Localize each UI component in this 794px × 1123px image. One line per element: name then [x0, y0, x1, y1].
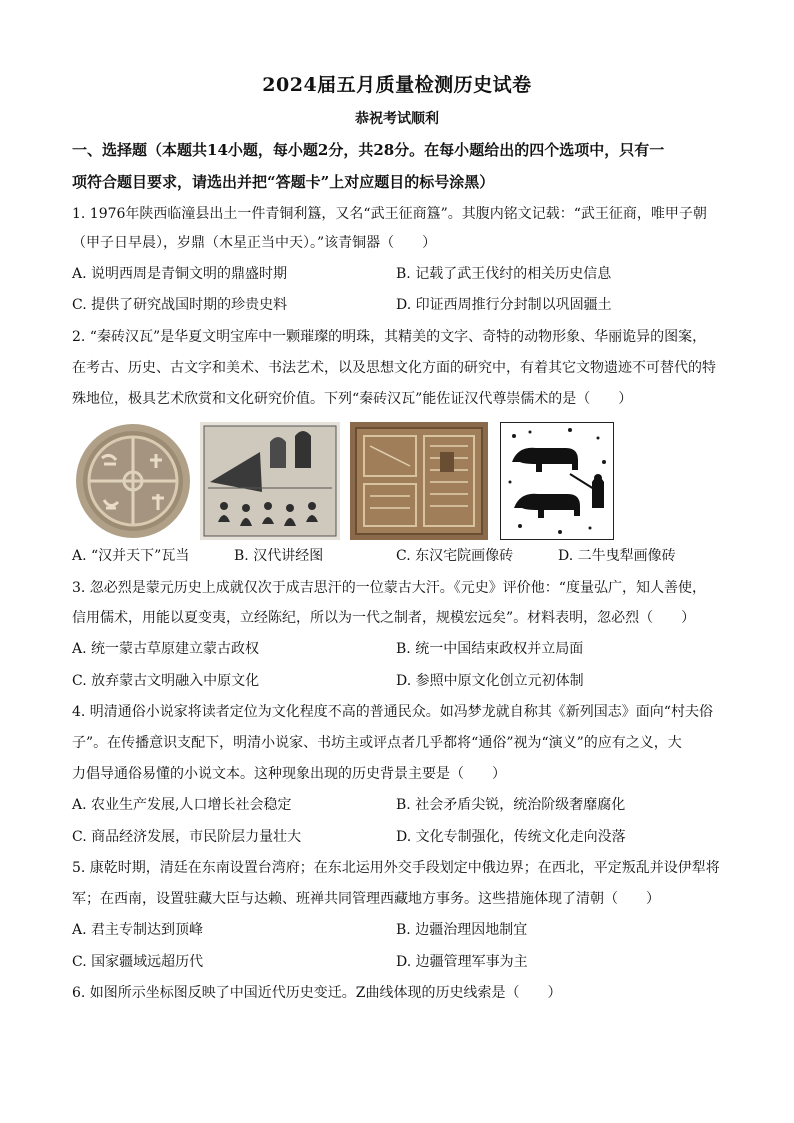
section-heading-line1: 一、选择题（本题共14小题，每小题2分，共28分。在每小题给出的四个选项中，只有一	[72, 141, 665, 159]
q3-option-c: C. 放弃蒙古文明融入中原文化	[72, 673, 260, 689]
courtyard-brick-icon	[350, 422, 488, 540]
q2-text-line3: 殊地位，极具艺术欣赏和文化研究价值。下列“秦砖汉瓦”能佐证汉代尊崇儒术的是（ ）	[72, 391, 633, 407]
q5-text-line2: 军；在西南，设置驻藏大臣与达赖、班禅共同管理西藏地方事务。这些措施体现了清朝（ ）	[72, 891, 660, 907]
q1-option-a: A. 说明西周是青铜文明的鼎盛时期	[72, 266, 288, 282]
q1-option-b: B. 记载了武王伐纣的相关历史信息	[396, 266, 612, 282]
q3-text-line2: 信用儒术，用能以夏变夷，立经陈纪，所以为一代之制者，规模宏远矣”。材料表明，忽必烈（ ）	[72, 610, 696, 626]
q5-option-b: B. 边疆治理因地制宜	[396, 922, 528, 938]
q3-text-line1: 3. 忽必烈是蒙元历史上成就仅次于成吉思汗的一位蒙古大汗。《元史》评价他：“度量弘广，知人善使，	[72, 580, 706, 596]
q2-option-c: C. 东汉宅院画像砖	[396, 548, 514, 564]
q5-option-a: A. 君主专制达到顶峰	[72, 922, 204, 938]
q5-option-c: C. 国家疆域远超历代	[72, 954, 204, 970]
q4-text-line1: 4. 明清通俗小说家将读者定位为文化程度不高的普通民众。如冯梦龙就自称其《新列国志》面向“村夫俗	[72, 704, 713, 720]
q4-option-c: C. 商品经济发展，市民阶层力量壮大	[72, 829, 302, 845]
page-subtitle: 恭祝考试顺利	[355, 111, 439, 127]
q3-option-b: B. 统一中国结束政权并立局面	[396, 641, 584, 657]
tile-end-icon	[74, 422, 192, 540]
q5-option-d: D. 边疆管理军事为主	[396, 954, 528, 970]
q5-text-line1: 5. 康乾时期，清廷在东南设置台湾府；在东北运用外交手段划定中俄边界；在西北，平定叛乱并设伊犁将	[72, 860, 720, 876]
q1-text-line2: （甲子日早晨），岁鼎（木星正当中天）。”该青铜器（ ）	[72, 235, 437, 251]
q4-option-d: D. 文化专制强化，传统文化走向没落	[396, 829, 626, 845]
q3-option-a: A. 统一蒙古草原建立蒙古政权	[72, 641, 260, 657]
q1-text-line1: 1. 1976年陕西临潼县出土一件青铜利簋，又名“武王征商簋”。其腹内铭文记载：“武王征商，唯甲子朝	[72, 206, 707, 222]
q4-text-line2: 子”。在传播意识支配下，明清小说家、书坊主或评点者几乎都将“通俗”视为“演义”的应有之义，大	[72, 735, 682, 751]
q2-option-d: D. 二牛曳犁画像砖	[558, 548, 676, 564]
section-heading-line2: 项符合题目要求，请选出并把“答题卡”上对应题目的标号涂黑）	[72, 173, 495, 191]
q3-option-d: D. 参照中原文化创立元初体制	[396, 673, 584, 689]
ox-plough-icon	[500, 422, 614, 540]
q4-option-b: B. 社会矛盾尖锐，统治阶级奢靡腐化	[396, 797, 626, 813]
q2-option-b: B. 汉代讲经图	[234, 548, 324, 564]
q2-text-line2: 在考古、历史、古文字和美术、书法艺术，以及思想文化方面的研究中，有着其它文物遗迹不可替代的特	[72, 360, 716, 376]
q1-option-c: C. 提供了研究战国时期的珍贵史料	[72, 297, 288, 313]
q4-option-a: A. 农业生产发展,人口增长社会稳定	[72, 797, 292, 813]
q2-option-a: A. “汉并天下”瓦当	[72, 548, 190, 564]
page-title: 2024届五月质量检测历史试卷	[262, 74, 532, 96]
q4-text-line3: 力倡导通俗易懂的小说文本。这种现象出现的历史背景主要是（ ）	[72, 766, 506, 782]
q2-text-line1: 2. “秦砖汉瓦”是华夏文明宝库中一颗璀璨的明珠，其精美的文字、奇特的动物形象、华丽诡异的图案，	[72, 329, 707, 345]
q1-option-d: D. 印证西周推行分封制以巩固疆土	[396, 297, 612, 313]
q6-text-line1: 6. 如图所示坐标图反映了中国近代历史变迁。Z曲线体现的历史线索是（ ）	[72, 985, 562, 1001]
lecture-scene-icon	[200, 422, 340, 540]
